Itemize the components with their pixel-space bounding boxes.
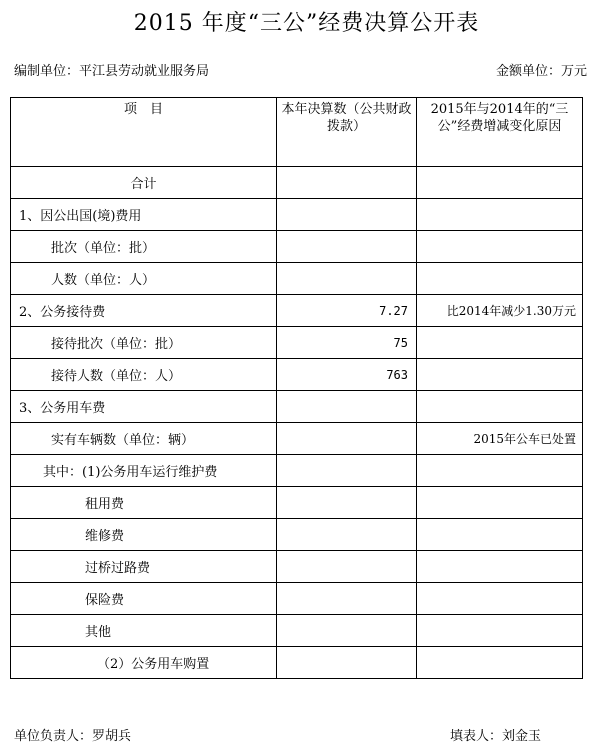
row-label: 批次（单位：批）	[11, 231, 277, 263]
row-note	[417, 199, 583, 231]
row-note	[417, 327, 583, 359]
row-label: 实有车辆数（单位：辆）	[11, 423, 277, 455]
row-label: 其中：(1)公务用车运行维护费	[11, 455, 277, 487]
row-label: 接待批次（单位：批）	[11, 327, 277, 359]
row-label: 其他	[11, 615, 277, 647]
row-value	[277, 487, 417, 519]
row-label: 2、公务接待费	[11, 295, 277, 327]
header-actual-amount: 本年决算数（公共财政拨款）	[277, 98, 417, 167]
row-value: 763	[277, 359, 417, 391]
page-title: 2015 年度“三公”经费决算公开表	[133, 11, 480, 36]
table-row	[11, 455, 583, 487]
table-row	[11, 199, 583, 231]
table-row	[11, 615, 583, 647]
row-value	[277, 199, 417, 231]
table-row	[11, 423, 583, 455]
row-value	[277, 167, 417, 199]
row-note: 2015年公车已处置	[417, 423, 583, 455]
table-header-row	[11, 98, 583, 167]
row-note	[417, 391, 583, 423]
row-note	[417, 231, 583, 263]
row-value	[277, 583, 417, 615]
table-row	[11, 391, 583, 423]
row-value	[277, 391, 417, 423]
header-change-reason: 2015年与2014年的“三公”经费增减变化原因	[417, 98, 583, 167]
table-row	[11, 231, 583, 263]
table-row	[11, 327, 583, 359]
row-note	[417, 487, 583, 519]
row-value	[277, 519, 417, 551]
reporting-unit: 编制单位：平江县劳动就业服务局	[14, 64, 210, 79]
expense-table	[10, 97, 583, 679]
row-value	[277, 615, 417, 647]
row-label-total: 合计	[11, 167, 277, 199]
table-row	[11, 167, 583, 199]
row-value: 7.27	[277, 295, 417, 327]
row-value	[277, 263, 417, 295]
row-value	[277, 647, 417, 679]
table-row	[11, 551, 583, 583]
row-value	[277, 231, 417, 263]
row-note	[417, 263, 583, 295]
row-note	[417, 583, 583, 615]
table-row	[11, 295, 583, 327]
row-label: 1、因公出国(境)费用	[11, 199, 277, 231]
form-filler: 填表人：刘金玉	[450, 729, 542, 744]
header-item: 项 目	[11, 98, 277, 167]
row-label: 租用费	[11, 487, 277, 519]
row-note	[417, 519, 583, 551]
row-value	[277, 423, 417, 455]
row-note	[417, 615, 583, 647]
row-note: 比2014年减少1.30万元	[417, 295, 583, 327]
row-note	[417, 455, 583, 487]
row-note	[417, 167, 583, 199]
row-note	[417, 551, 583, 583]
amount-unit: 金额单位：万元	[495, 64, 587, 79]
row-label: 3、公务用车费	[11, 391, 277, 423]
row-value	[277, 455, 417, 487]
row-label: 保险费	[11, 583, 277, 615]
row-label: 维修费	[11, 519, 277, 551]
row-label: （2）公务用车购置	[11, 647, 277, 679]
table-row	[11, 519, 583, 551]
row-value	[277, 551, 417, 583]
row-value: 75	[277, 327, 417, 359]
table-row	[11, 647, 583, 679]
table-row	[11, 359, 583, 391]
row-note	[417, 359, 583, 391]
responsible-person: 单位负责人：罗胡兵	[14, 729, 132, 744]
row-label: 过桥过路费	[11, 551, 277, 583]
row-label: 人数（单位：人）	[11, 263, 277, 295]
row-label: 接待人数（单位：人）	[11, 359, 277, 391]
table-row	[11, 263, 583, 295]
table-row	[11, 583, 583, 615]
table-row	[11, 487, 583, 519]
row-note	[417, 647, 583, 679]
